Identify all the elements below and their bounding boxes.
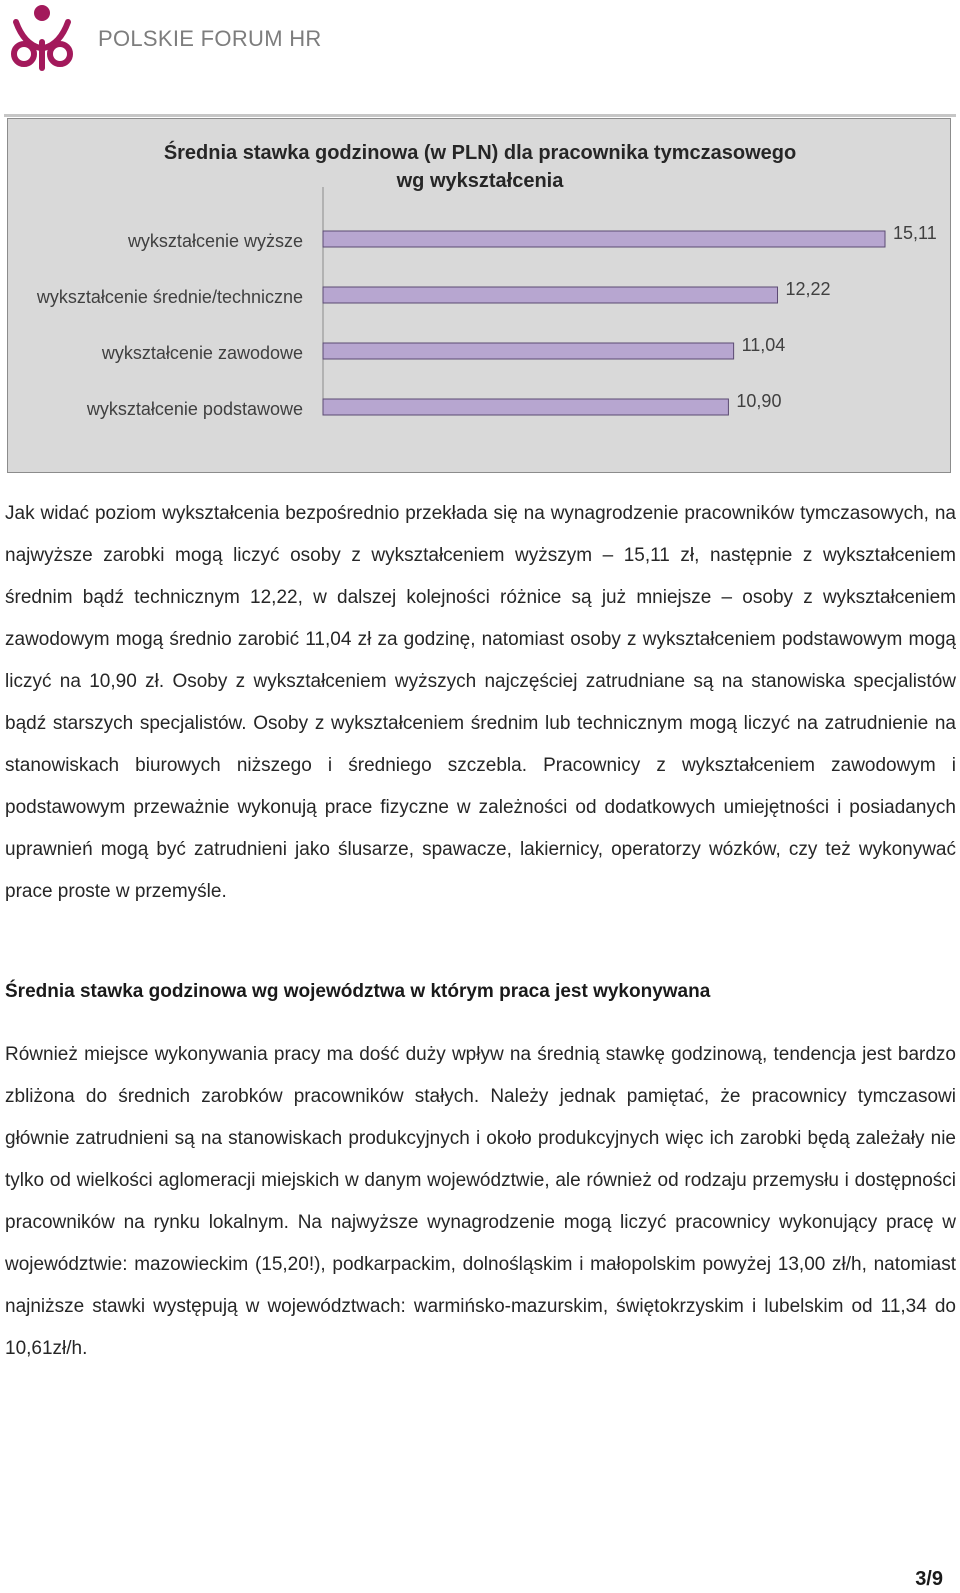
- paragraph-voivodeship: Również miejsce wykonywania pracy ma dość duży wpływ na średnią stawkę godzinową, tendencja jest bardzo zbliżona do średnich zarobków pracowników stałych. Należy jednak pamiętać, że pracownicy tymczasowi głównie zatrudnieni są na stanowiskach produkcyjnych i około produkcyjnych więc ich zarobki będą zależały nie tylko od wielkości aglomeracji miejskich w danym województwie, ale również od rodzaju przemysłu i dostępności pracowników na rynku lokalnym. Na najwyższe wynagrodzenie mogą liczyć pracownicy wykonujący pracę w województwie: mazowieckim (15,20!), podkarpackim, dolnośląskim i małopolskim powyżej 13,00 zł/h, natomiast najniższe stawki występują w województwach: warmińsko-mazurskim, świętokrzyskim i lubelskim od 11,34 do 10,61zł/h.: [5, 1044, 956, 1359]
- value-label: 12,22: [785, 279, 831, 299]
- category-label: wykształcenie wyższe: [127, 231, 303, 251]
- bar: [323, 231, 885, 247]
- chart-title: Średnia stawka godzinowa (w PLN) dla pracownika tymczasowego wg wykształcenia: [163, 142, 797, 192]
- value-label: 10,90: [736, 391, 782, 411]
- category-label: wykształcenie podstawowe: [86, 399, 303, 419]
- chart-plot: [8, 119, 952, 474]
- company-logo: [6, 2, 326, 72]
- category-label: wykształcenie zawodowe: [101, 343, 303, 363]
- logo-text: POLSKIE FORUM HR: [98, 26, 322, 51]
- page-number: 3/9: [915, 1568, 943, 1590]
- section-heading-voivodeship: Średnia stawka godzinowa wg województwa w którym praca jest wykonywana: [5, 981, 711, 1002]
- forum-logo-icon: [6, 2, 92, 72]
- category-label: wykształcenie średnie/techniczne: [36, 287, 303, 307]
- header-divider: [4, 114, 956, 117]
- paragraph-education: Jak widać poziom wykształcenia bezpośrednio przekłada się na wynagrodzenie pracowników tymczasowych, na najwyższe zarobki mogą liczyć osoby z wykształceniem wyższym – 15,11 zł, następnie z wykształceniem średnim bądź technicznym 12,22, w dalszej kolejności różnice są już mniejsze – osoby z wykształceniem zawodowym mogą średnio zarobić 11,04 zł za godzinę, natomiast osoby z wykształceniem podstawowym mogą liczyć na 10,90 zł. Osoby z wykształceniem wyższych najczęściej zatrudniane są na stanowiska specjalistów bądź starszych specjalistów. Osoby z wykształceniem średnim lub technicznym mogą liczyć na zatrudnienie na stanowiskach biurowych niższego i średniego szczebla. Pracownicy z wykształceniem zawodowym i podstawowym przeważnie wykonują prace fizyczne w zależności od dodatkowych umiejętności i posiadanych uprawnień mogą być zatrudnieni jako ślusarze, spawacze, lakiernicy, operatorzy wózków, czy też wykonywać prace proste w przemyśle.: [5, 503, 956, 902]
- education-rate-chart: [7, 118, 951, 473]
- value-label: 15,11: [893, 223, 937, 243]
- bar: [323, 343, 734, 359]
- bar: [323, 287, 778, 303]
- value-label: 11,04: [741, 335, 786, 355]
- bar: [323, 399, 728, 415]
